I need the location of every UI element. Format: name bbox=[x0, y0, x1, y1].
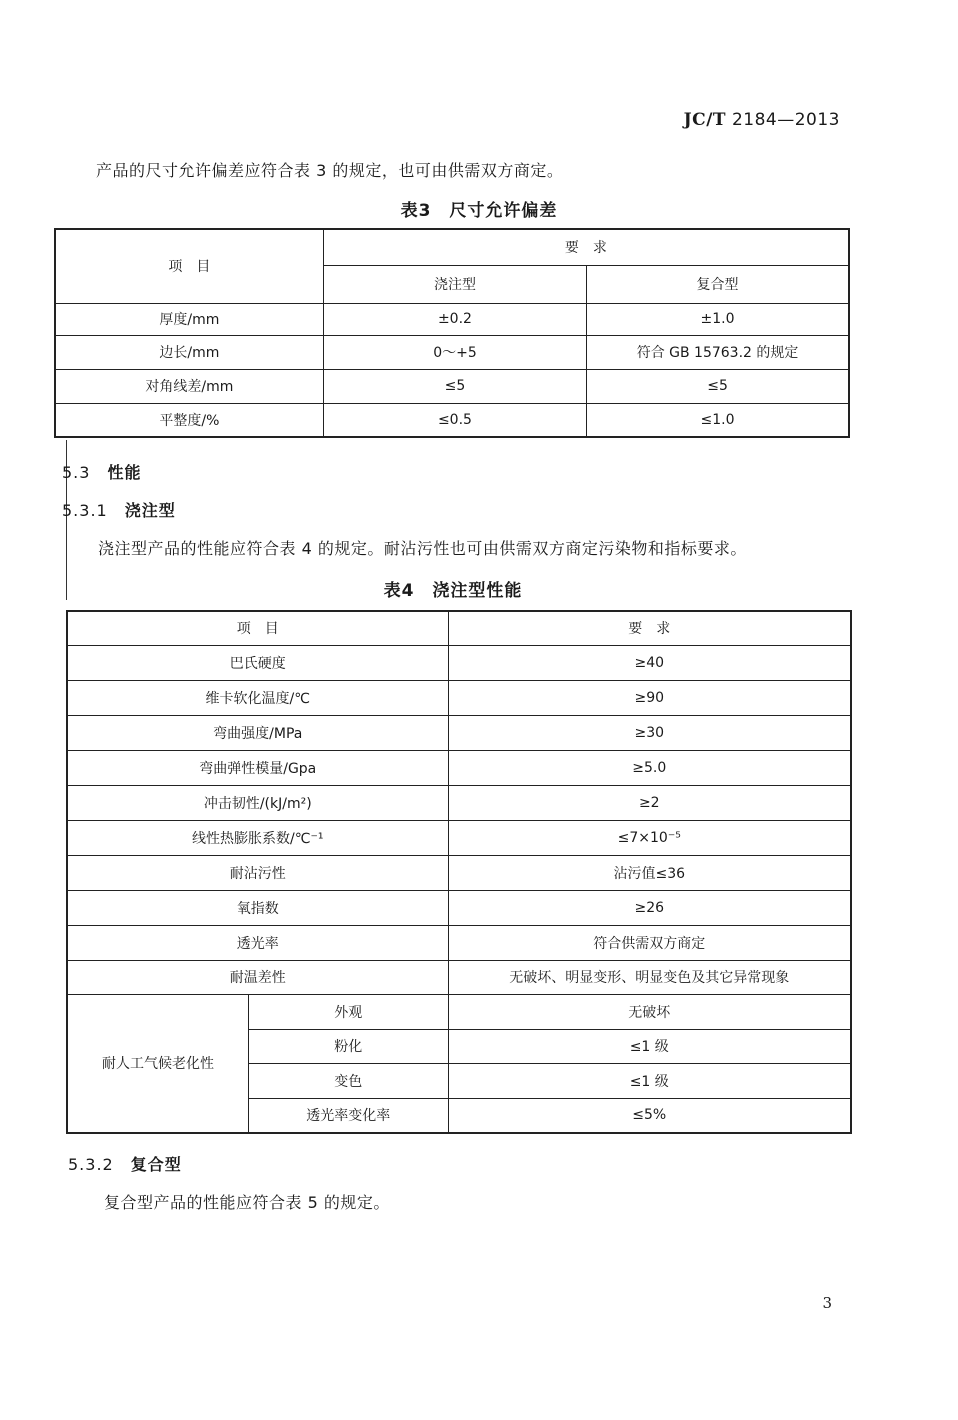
table3-cell-item: 对角线差/mm bbox=[55, 369, 323, 403]
table4-cell-item: 粉化 bbox=[249, 1029, 448, 1063]
table4-cell-req: ≥5.0 bbox=[448, 750, 851, 785]
table4-cell-req: 无破坏 bbox=[448, 994, 851, 1029]
table3-cell-cast: 0～+5 bbox=[323, 335, 586, 369]
section-5-3-heading: 5.3 性能 bbox=[62, 463, 142, 482]
table-row bbox=[67, 785, 851, 820]
table4-header-item: 项 目 bbox=[67, 611, 448, 645]
table4-cell-item: 外观 bbox=[249, 994, 448, 1029]
table3-caption: 表3 尺寸允许偏差 bbox=[400, 201, 558, 221]
table4-cell-item: 巴氏硬度 bbox=[67, 645, 448, 680]
table4-aging-group: 耐人工气候老化性 bbox=[67, 994, 249, 1133]
table-row bbox=[55, 303, 849, 335]
table-row bbox=[67, 855, 851, 890]
table3-col-cast: 浇注型 bbox=[323, 265, 586, 303]
table4-cell-item: 维卡软化温度/℃ bbox=[67, 680, 448, 715]
table4-cell-item: 耐沾污性 bbox=[67, 855, 448, 890]
table-row bbox=[67, 820, 851, 855]
page-number: 3 bbox=[822, 1294, 832, 1312]
table-row bbox=[67, 925, 851, 960]
section-5-3-2-text: 复合型产品的性能应符合表 5 的规定。 bbox=[104, 1193, 390, 1212]
table4-cell-req: ≤1 级 bbox=[448, 1029, 851, 1063]
intro-paragraph: 产品的尺寸允许偏差应符合表 3 的规定，也可由供需双方商定。 bbox=[96, 161, 564, 180]
table4-cell-item: 耐温差性 bbox=[67, 960, 448, 994]
table3-cell-cast: ≤0.5 bbox=[323, 403, 586, 437]
table4-header-req: 要 求 bbox=[448, 611, 851, 645]
table4-cell-req: ≤1 级 bbox=[448, 1063, 851, 1098]
section-5-3-1-text: 浇注型产品的性能应符合表 4 的规定。耐沾污性也可由供需双方商定污染物和指标要求。 bbox=[98, 539, 747, 558]
table4-cell-item: 弯曲强度/MPa bbox=[67, 715, 448, 750]
table3-cell-item: 厚度/mm bbox=[55, 303, 323, 335]
table4-cell-item: 弯曲弹性模量/Gpa bbox=[67, 750, 448, 785]
table4-cell-req: ≥26 bbox=[448, 890, 851, 925]
table-row bbox=[67, 645, 851, 680]
table4-cell-req: 沾污值≤36 bbox=[448, 855, 851, 890]
table3-cell-composite: 符合 GB 15763.2 的规定 bbox=[587, 335, 849, 369]
table4-caption: 表4 浇注型性能 bbox=[383, 581, 523, 601]
table-row bbox=[55, 369, 849, 403]
table3-cell-cast: ±0.2 bbox=[323, 303, 586, 335]
table4-cell-item: 冲击韧性/(kJ/m²) bbox=[67, 785, 448, 820]
table3-cell-item: 边长/mm bbox=[55, 335, 323, 369]
table4-cell-req: 无破坏、明显变形、明显变色及其它异常现象 bbox=[448, 960, 851, 994]
table-row bbox=[55, 335, 849, 369]
section-5-3-1-heading: 5.3.1 浇注型 bbox=[62, 501, 176, 520]
table4-cell-req: ≤5% bbox=[448, 1098, 851, 1133]
table4-cell-item: 线性热膨胀系数/℃⁻¹ bbox=[67, 820, 448, 855]
table-row bbox=[67, 750, 851, 785]
table3-cell-item: 平整度/% bbox=[55, 403, 323, 437]
table-row bbox=[67, 680, 851, 715]
table3-header-req: 要 求 bbox=[323, 229, 849, 265]
table4-cell-req: ≥90 bbox=[448, 680, 851, 715]
table4-cell-item: 变色 bbox=[249, 1063, 448, 1098]
table3-cell-composite: ≤1.0 bbox=[587, 403, 849, 437]
table3-cell-composite: ≤5 bbox=[587, 369, 849, 403]
table3 bbox=[54, 228, 850, 438]
table-row bbox=[67, 960, 851, 994]
table4 bbox=[66, 610, 852, 1134]
table4-cell-req: ≥30 bbox=[448, 715, 851, 750]
standard-code: JC/T 2184—2013 bbox=[683, 110, 840, 130]
table-row bbox=[67, 715, 851, 750]
table4-cell-req: ≥40 bbox=[448, 645, 851, 680]
table3-cell-composite: ±1.0 bbox=[587, 303, 849, 335]
table4-cell-req: ≤7×10⁻⁵ bbox=[448, 820, 851, 855]
table-row bbox=[55, 403, 849, 437]
table3-col-composite: 复合型 bbox=[587, 265, 849, 303]
table4-cell-item: 透光率 bbox=[67, 925, 448, 960]
section-5-3-2-heading: 5.3.2 复合型 bbox=[68, 1155, 182, 1174]
table3-header-item: 项 目 bbox=[55, 229, 323, 303]
table-row bbox=[67, 890, 851, 925]
table4-cell-item: 氧指数 bbox=[67, 890, 448, 925]
table4-cell-item: 透光率变化率 bbox=[249, 1098, 448, 1133]
table4-cell-req: ≥2 bbox=[448, 785, 851, 820]
table4-cell-req: 符合供需双方商定 bbox=[448, 925, 851, 960]
table3-cell-cast: ≤5 bbox=[323, 369, 586, 403]
table-row bbox=[67, 994, 851, 1029]
